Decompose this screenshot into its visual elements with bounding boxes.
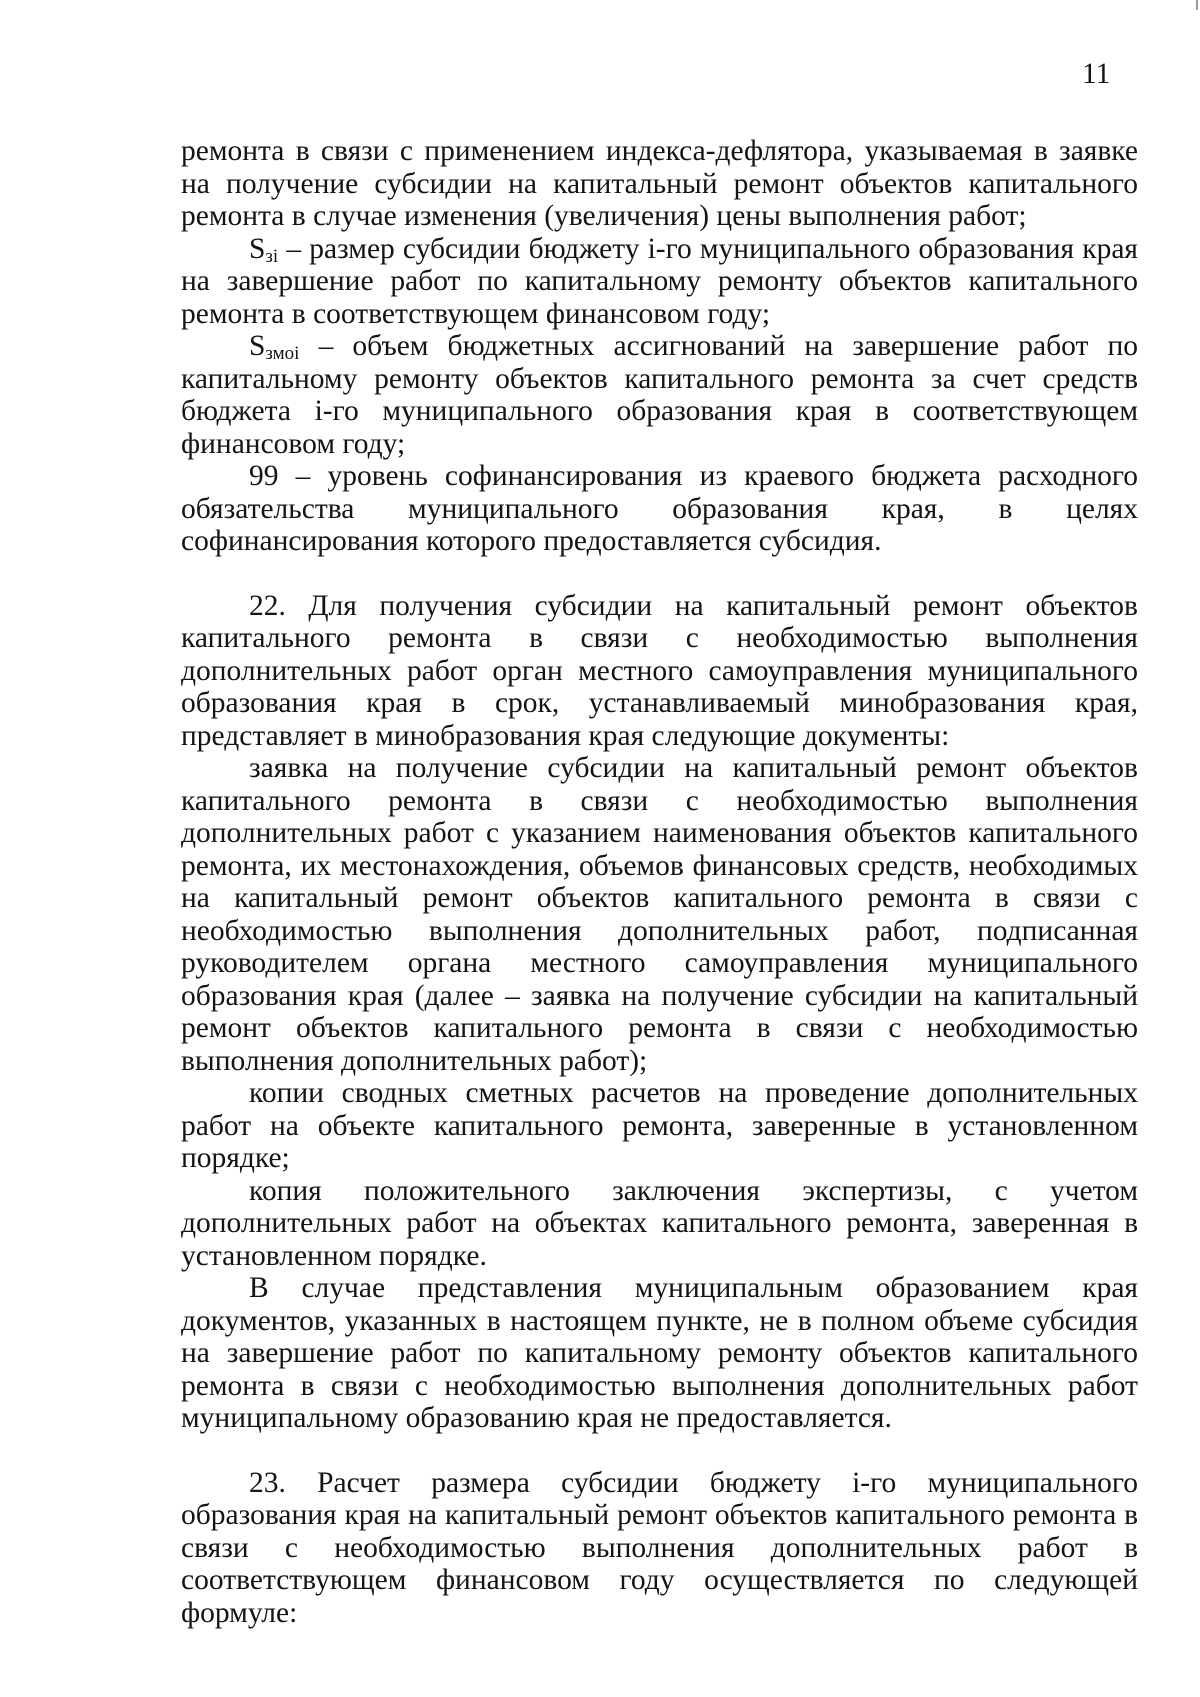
paragraph-clause-22: 22. Для получения субсидии на капитальный ремонт объектов капитального ремонта в связи с необходимостью выполнения дополнительных работ орган местного самоуправления муниципального образования края в срок, устанавливаемый минобразования края, представляет в минобразования края следующие документы: bbox=[181, 589, 1138, 752]
paragraph-clause-23: 23. Расчет размера субсидии бюджету i-го муниципального образования края на капитальный ремонт объектов капитального ремонта в связи с необходимостью выполнения дополнительных работ в соответствующем финансовом году осуществляется по следующей формуле: bbox=[181, 1466, 1138, 1629]
definition-text: – размер субсидии бюджету i-го муниципального образования края на завершение работ по капитальному ремонту объектов капитального ремонта в соответствующем финансовом году; bbox=[181, 232, 1138, 330]
paragraph-gap bbox=[181, 558, 1138, 590]
paragraph-incomplete-documents: В случае представления муниципальным образованием края документов, указанных в настоящем пункте, не в полном объеме субсидия на завершение работ по капитальному ремонту объектов капитального ремонта в связи с необходимостью выполнения дополнительных работ муниципальному образованию края не предоставляется. bbox=[181, 1272, 1138, 1434]
definition-text: – объем бюджетных ассигнований на завершение работ по капитальному ремонту объектов капитального ремонта за счет средств бюджета i-го муниципального образования края в соответствующем финансовом году; bbox=[181, 330, 1138, 460]
paragraph-cofinancing-level: 99 – уровень софинансирования из краевого бюджета расходного обязательства муниципального образования края, в целях софинансирования которого предоставляется субсидия. bbox=[181, 460, 1138, 557]
document-body bbox=[181, 135, 1138, 1629]
symbol-subscript-zi: зi bbox=[265, 245, 279, 267]
scan-edge-mark bbox=[1196, 0, 1198, 10]
symbol-subscript-zmoi: змоi bbox=[265, 343, 300, 364]
page-number: 11 bbox=[1082, 58, 1111, 90]
symbol-s: S bbox=[249, 232, 266, 265]
paragraph-application-item: заявка на получение субсидии на капитальный ремонт объектов капитального ремонта в связи с необходимостью выполнения дополнительных работ с указанием наименования объектов капитального ремонта, их местонахождения, объемов финансовых средств, необходимых на капитальный ремонт объектов капитального ремонта в связи с необходимостью выполнения дополнительных работ, подписанная руководителем органа местного самоуправления муниципального образования края (далее – заявка на получение субсидии на капитальный ремонт объектов капитального ремонта в связи с необходимостью выполнения дополнительных работ); bbox=[181, 752, 1138, 1077]
paragraph-s3moi-definition bbox=[181, 330, 1138, 460]
paragraph-estimate-copies-item: копии сводных сметных расчетов на проведение дополнительных работ на объекте капитального ремонта, заверенные в установленном порядке; bbox=[181, 1077, 1138, 1174]
paragraph-expertise-copy-item: копия положительного заключения экспертизы, с учетом дополнительных работ на объектах капитального ремонта, заверенная в установленном порядке. bbox=[181, 1174, 1138, 1272]
paragraph-s3i-definition bbox=[181, 233, 1138, 331]
paragraph-deflator-continuation: ремонта в связи с применением индекса-дефлятора, указываемая в заявке на получение субсидии на капитальный ремонт объектов капитального ремонта в случае изменения (увеличения) цены выполнения работ; bbox=[181, 135, 1138, 232]
symbol-s: S bbox=[249, 330, 266, 362]
paragraph-gap bbox=[181, 1435, 1138, 1467]
